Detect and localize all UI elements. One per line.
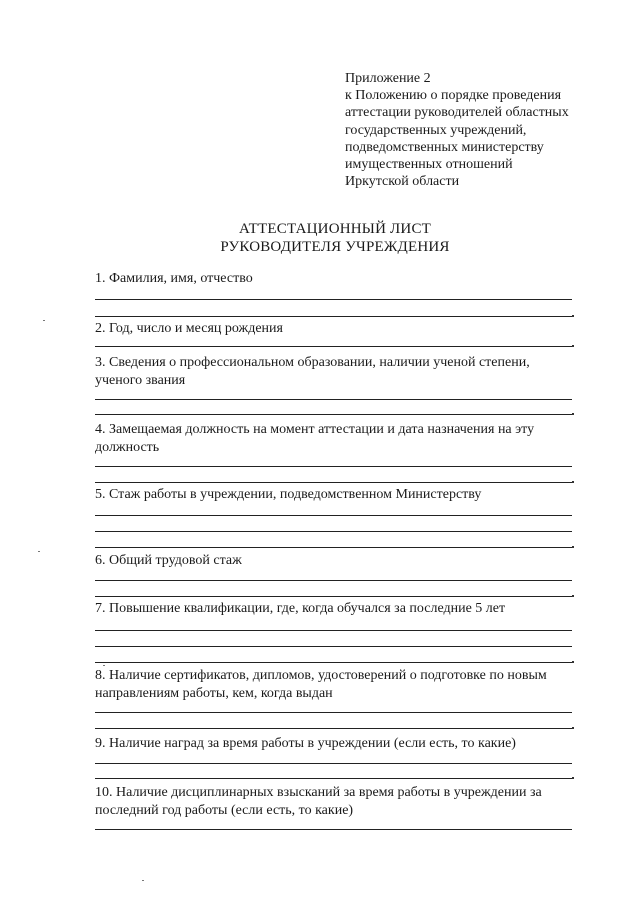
- document-title: [0, 220, 640, 256]
- fill-line: [95, 662, 572, 663]
- trailing-dot: [572, 595, 574, 597]
- trailing-dot: [572, 413, 574, 415]
- trailing-dot: [572, 777, 574, 779]
- form-item-total-experience: 6. Общий трудовой стаж: [95, 553, 242, 568]
- fill-line: [95, 316, 572, 317]
- fill-line: [95, 596, 572, 597]
- fill-line: [95, 728, 572, 729]
- annex-line: аттестации руководителей областных: [345, 105, 569, 121]
- fill-line: [95, 299, 572, 300]
- fill-line: [95, 829, 572, 830]
- annex-header: [345, 70, 569, 190]
- form-item-education: 3. Сведения о профессиональном образовании, наличии ученой степени, ученого звания: [95, 355, 530, 388]
- title-line-2: РУКОВОДИТЕЛЯ УЧРЕЖДЕНИЯ: [220, 239, 450, 255]
- fill-line: [95, 630, 572, 631]
- trailing-dot: [572, 315, 574, 317]
- fill-line: [95, 580, 572, 581]
- fill-line: [95, 531, 572, 532]
- annex-line: Приложение 2: [345, 71, 431, 86]
- scan-speck: [43, 320, 45, 321]
- fill-line: [95, 399, 572, 400]
- trailing-dot: [572, 481, 574, 483]
- scan-speck: [38, 551, 40, 552]
- fill-line: [95, 346, 572, 347]
- form-item-certificates: 8. Наличие сертификатов, дипломов, удостоверений о подготовке по новым направлениям работы, кем, когда выдан: [95, 668, 547, 701]
- annex-line: к Положению о порядке проведения: [345, 88, 562, 104]
- trailing-dot: [572, 345, 574, 347]
- annex-line: государственных учреждений,: [345, 122, 527, 138]
- title-line-1: АТТЕСТАЦИОННЫЙ ЛИСТ: [238, 221, 432, 237]
- form-item-birth-date: 2. Год, число и месяц рождения: [95, 321, 283, 336]
- scan-speck: [103, 665, 105, 666]
- annex-line: подведомственных министерству: [345, 139, 544, 155]
- scan-speck: [142, 880, 144, 881]
- fill-line: [95, 778, 572, 779]
- fill-line: [95, 712, 572, 713]
- form-item-position: 4. Замещаемая должность на момент аттестации и дата назначения на эту должность: [95, 422, 535, 455]
- form-item-service-length: 5. Стаж работы в учреждении, подведомственном Министерству: [95, 487, 482, 502]
- form-item-full-name: 1. Фамилия, имя, отчество: [95, 271, 253, 286]
- trailing-dot: [572, 727, 574, 729]
- form-item-qualification: 7. Повышение квалификации, где, когда обучался за последние 5 лет: [95, 601, 506, 616]
- trailing-dot: [572, 546, 574, 548]
- form-item-disciplinary: 10. Наличие дисциплинарных взысканий за время работы в учреждении за последний год работы (если есть, то какие): [95, 785, 542, 818]
- fill-line: [95, 414, 572, 415]
- fill-line: [95, 515, 572, 516]
- form-item-awards: 9. Наличие наград за время работы в учреждении (если есть, то какие): [95, 736, 516, 751]
- annex-line: имущественных отношений: [345, 157, 513, 173]
- trailing-dot: [572, 661, 574, 663]
- fill-line: [95, 547, 572, 548]
- fill-line: [95, 763, 572, 764]
- annex-line: Иркутской области: [345, 174, 460, 190]
- fill-line: [95, 482, 572, 483]
- fill-line: [95, 646, 572, 647]
- fill-line: [95, 466, 572, 467]
